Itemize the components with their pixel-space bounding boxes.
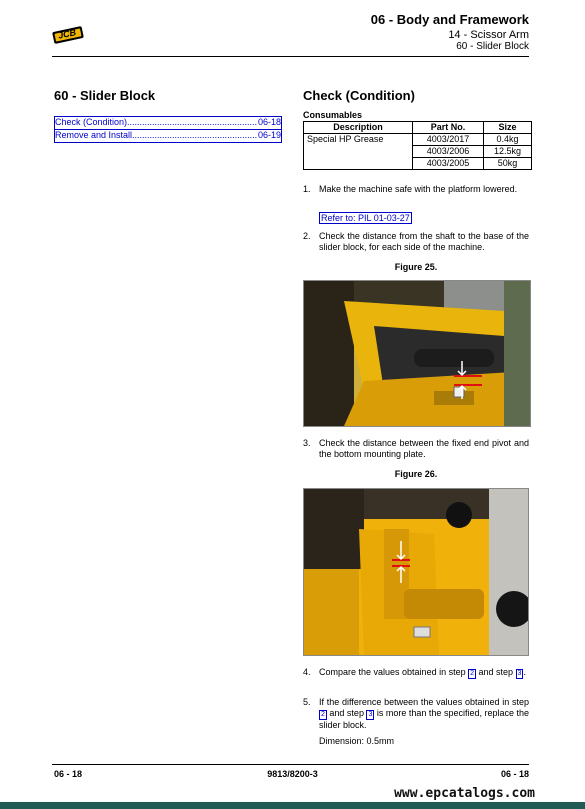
logo-text: JCB [57, 27, 77, 41]
step-ref-link[interactable]: 2 [321, 711, 325, 718]
table-cell: 0.4kg [484, 134, 532, 146]
toc-link-remove-install[interactable]: Remove and Install ..... 06-19 [54, 129, 282, 143]
topic-title: 60 - Slider Block [456, 41, 529, 52]
step-2: 2. Check the distance from the shaft to the base of the slider block, for each side of the machine. [303, 231, 529, 252]
watermark-url: www.epcatalogs.com [394, 786, 535, 801]
table-cell: 4003/2017 [413, 134, 484, 146]
figure-25-photo [303, 280, 531, 427]
consumables-label: Consumables [303, 110, 363, 120]
bottom-bar [0, 802, 585, 809]
section-title: 06 - Body and Framework [370, 12, 529, 27]
figure-25-caption: Figure 25. [394, 262, 438, 272]
table-cell: 12.5kg [484, 146, 532, 158]
column-header: Description [304, 122, 413, 134]
step-4: 4. Compare the values obtained in step 2 and step 3 . [303, 667, 526, 677]
step-ref-link[interactable]: 2 [470, 670, 474, 677]
column-header: Part No. [413, 122, 484, 134]
footer-page-left: 06 - 18 [54, 769, 83, 779]
figure-26-photo [303, 488, 529, 656]
table-cell: 50kg [484, 158, 532, 170]
page-title: 60 - Slider Block [54, 88, 156, 103]
figure-26-caption: Figure 26. [394, 469, 438, 479]
section-heading: Check (Condition) [303, 88, 415, 103]
footer-page-right: 06 - 18 [500, 769, 529, 779]
consumables-table [303, 121, 532, 170]
footer-doc-number: 9813/8200-3 [267, 769, 318, 779]
header-rule [52, 56, 529, 57]
step-5: 5. If the difference between the values obtained in step 2 and step 3 is more than the specified, replace the slider block. [303, 697, 530, 730]
step-ref-link[interactable]: 3 [368, 711, 373, 718]
step-3: 3. Check the distance between the fixed end pivot and the bottom mounting plate. [303, 438, 529, 459]
dimension-value: Dimension: 0.5mm [319, 736, 395, 746]
table-cell: 4003/2006 [413, 146, 484, 158]
table-header-row [304, 122, 532, 134]
footer-rule [52, 764, 529, 765]
toc-link-check[interactable]: Check (Condition) ..... 06-18 [54, 116, 282, 130]
column-header: Size [484, 122, 532, 134]
table-row [304, 134, 532, 146]
table-cell: Special HP Grease [304, 134, 413, 170]
step-ref-link[interactable]: 3 [517, 670, 522, 677]
table-cell: 4003/2005 [413, 158, 484, 170]
refer-to-link[interactable]: Refer to: PIL 01-03-27 [321, 213, 410, 223]
step-1: 1. Make the machine safe with the platform lowered. [303, 184, 518, 194]
subsection-title: 14 - Scissor Arm [448, 29, 529, 41]
jcb-logo [52, 26, 84, 44]
